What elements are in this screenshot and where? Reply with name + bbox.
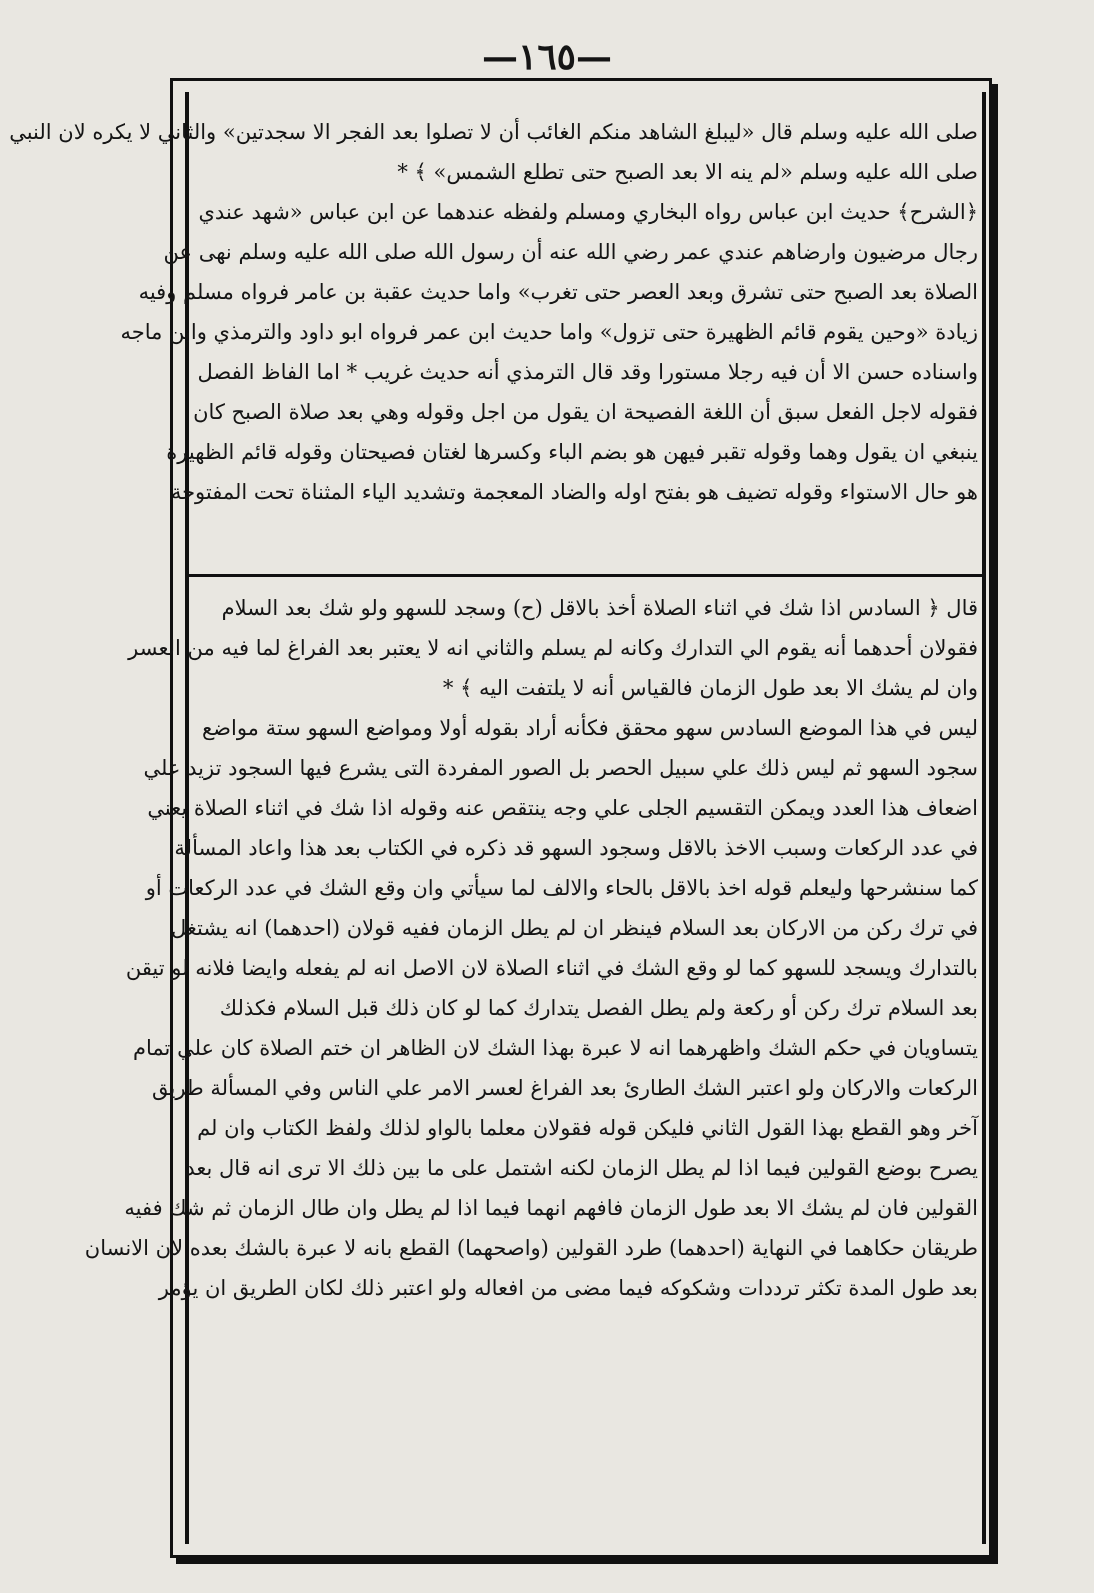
text-line: بالتدارك ويسجد للسهو كما لو وقع الشك في اثناء الصلاة لان الاصل انه لم يفعله وايضا فلانه لو تيقن	[125, 956, 978, 980]
text-line: زيادة «وحين يقوم قائم الظهيرة حتى تزول» واما حديث ابن عمر فرواه ابو داود والترمذي وابن ماجه	[120, 320, 978, 344]
text-line: فقوله لاجل الفعل سبق أن اللغة الفصيحة ان يقول من اجل وقوله وهي بعد صلاة الصبح كان	[193, 400, 978, 424]
text-line: بعد طول المدة تكثر ترددات وشكوكه فيما مضى من افعاله ولو اعتبر ذلك لكان الطريق ان يؤمر	[158, 1276, 978, 1300]
text-line: يتساويان في حكم الشك واظهرهما انه لا عبرة بهذا الشك لان الظاهر ان ختم الصلاة كان علي تمام	[133, 1036, 978, 1060]
text-line: طريقان حكاهما في النهاية (احدهما) طرد القولين (واصحهما) القطع بانه لا عبرة بالشك بعده لان الانسان	[84, 1236, 978, 1260]
section-divider	[186, 574, 986, 577]
text-line: آخر وهو القطع بهذا القول الثاني فليكن قوله فقولان معلما بالواو لذلك ولفظ الكتاب وان لم	[197, 1116, 978, 1140]
text-line: ينبغي ان يقول وهما وقوله تقبر فيهن هو بضم الباء وكسرها لغتان فصيحتان وقوله قائم الظهيرة	[166, 440, 978, 464]
text-line: فقولان أحدهما أنه يقوم الي التدارك وكانه لم يسلم والثاني انه لا يعتبر بعد الفراغ لما فيه من العسر	[128, 636, 978, 660]
text-line: يصرح بوضع القولين فيما اذا لم يطل الزمان لكنه اشتمل على ما بين ذلك الا ترى انه قال بعد	[185, 1156, 978, 1180]
text-line: ﴿الشرح﴾ حديث ابن عباس رواه البخاري ومسلم ولفظه عندهما عن ابن عباس «شهد عندي	[198, 200, 978, 224]
text-line: كما سنشرحها وليعلم قوله اخذ بالاقل بالحاء والالف لما سيأتي وان وقع الشك في عدد الركعات أو	[145, 876, 978, 900]
text-line: الركعات والاركان ولو اعتبر الشك الطارئ بعد الفراغ لعسر الامر علي الناس وفي المسألة طريق	[152, 1076, 978, 1100]
text-line: ليس في هذا الموضع السادس سهو محقق فكأنه أراد بقوله أولا ومواضع السهو ستة مواضع	[201, 716, 978, 740]
commentary-top-section	[9, 112, 978, 512]
text-line: واسناده حسن الا أن فيه رجلا مستورا وقد قال الترمذي أنه حديث غريب * اما الفاظ الفصل	[197, 360, 978, 384]
text-line: في عدد الركعات وسبب الاخذ بالاقل وسجود السهو قد ذكره في الكتاب بعد هذا واعاد المسألة	[174, 836, 978, 860]
text-line: بعد السلام ترك ركن أو ركعة ولم يطل الفصل يتدارك كما لو كان ذلك قبل السلام فكذلك	[219, 996, 978, 1020]
text-line: القولين فان لم يشك الا بعد طول الزمان فافهم انهما فيما اذا لم يطل وان طال الزمان ثم شك ففيه	[124, 1196, 978, 1220]
text-line: اضعاف هذا العدد ويمكن التقسيم الجلى علي وجه ينتقص عنه وقوله اذا شك في اثناء الصلاة يعني	[147, 796, 978, 820]
text-line: سجود السهو ثم ليس ذلك علي سبيل الحصر بل الصور المفردة التى يشرع فيها السجود تزيد علي	[143, 756, 978, 780]
text-line: رجال مرضيون وارضاهم عندي عمر رضي الله عنه أن رسول الله صلى الله عليه وسلم نهى عن	[163, 240, 978, 264]
page-number: —١٦٥—	[481, 36, 612, 78]
commentary-bottom-section	[84, 588, 978, 1308]
frame-inner-rule-right	[982, 92, 986, 1544]
text-line: قال ﴿ السادس اذا شك في اثناء الصلاة أخذ بالاقل (ح) وسجد للسهو ولو شك بعد السلام	[221, 596, 978, 620]
text-line: وان لم يشك الا بعد طول الزمان فالقياس أنه لا يلتفت اليه ﴾ *	[442, 676, 978, 700]
text-line: الصلاة بعد الصبح حتى تشرق وبعد العصر حتى تغرب» واما حديث عقبة بن عامر فرواه مسلم وفيه	[138, 280, 978, 304]
text-line: في ترك ركن من الاركان بعد السلام فينظر ان لم يطل الزمان ففيه قولان (احدهما) انه يشتغل	[170, 916, 978, 940]
text-line: هو حال الاستواء وقوله تضيف هو بفتح اوله والضاد المعجمة وتشديد الياء المثناة تحت المفتوحة	[170, 480, 978, 504]
text-line: صلى الله عليه وسلم قال «ليبلغ الشاهد منكم الغائب أن لا تصلوا بعد الفجر الا سجدتين» والثاني لا يكره لان النبي	[9, 120, 978, 144]
text-line: صلى الله عليه وسلم «لم ينه الا بعد الصبح حتى تطلع الشمس» ﴾ *	[397, 160, 978, 184]
